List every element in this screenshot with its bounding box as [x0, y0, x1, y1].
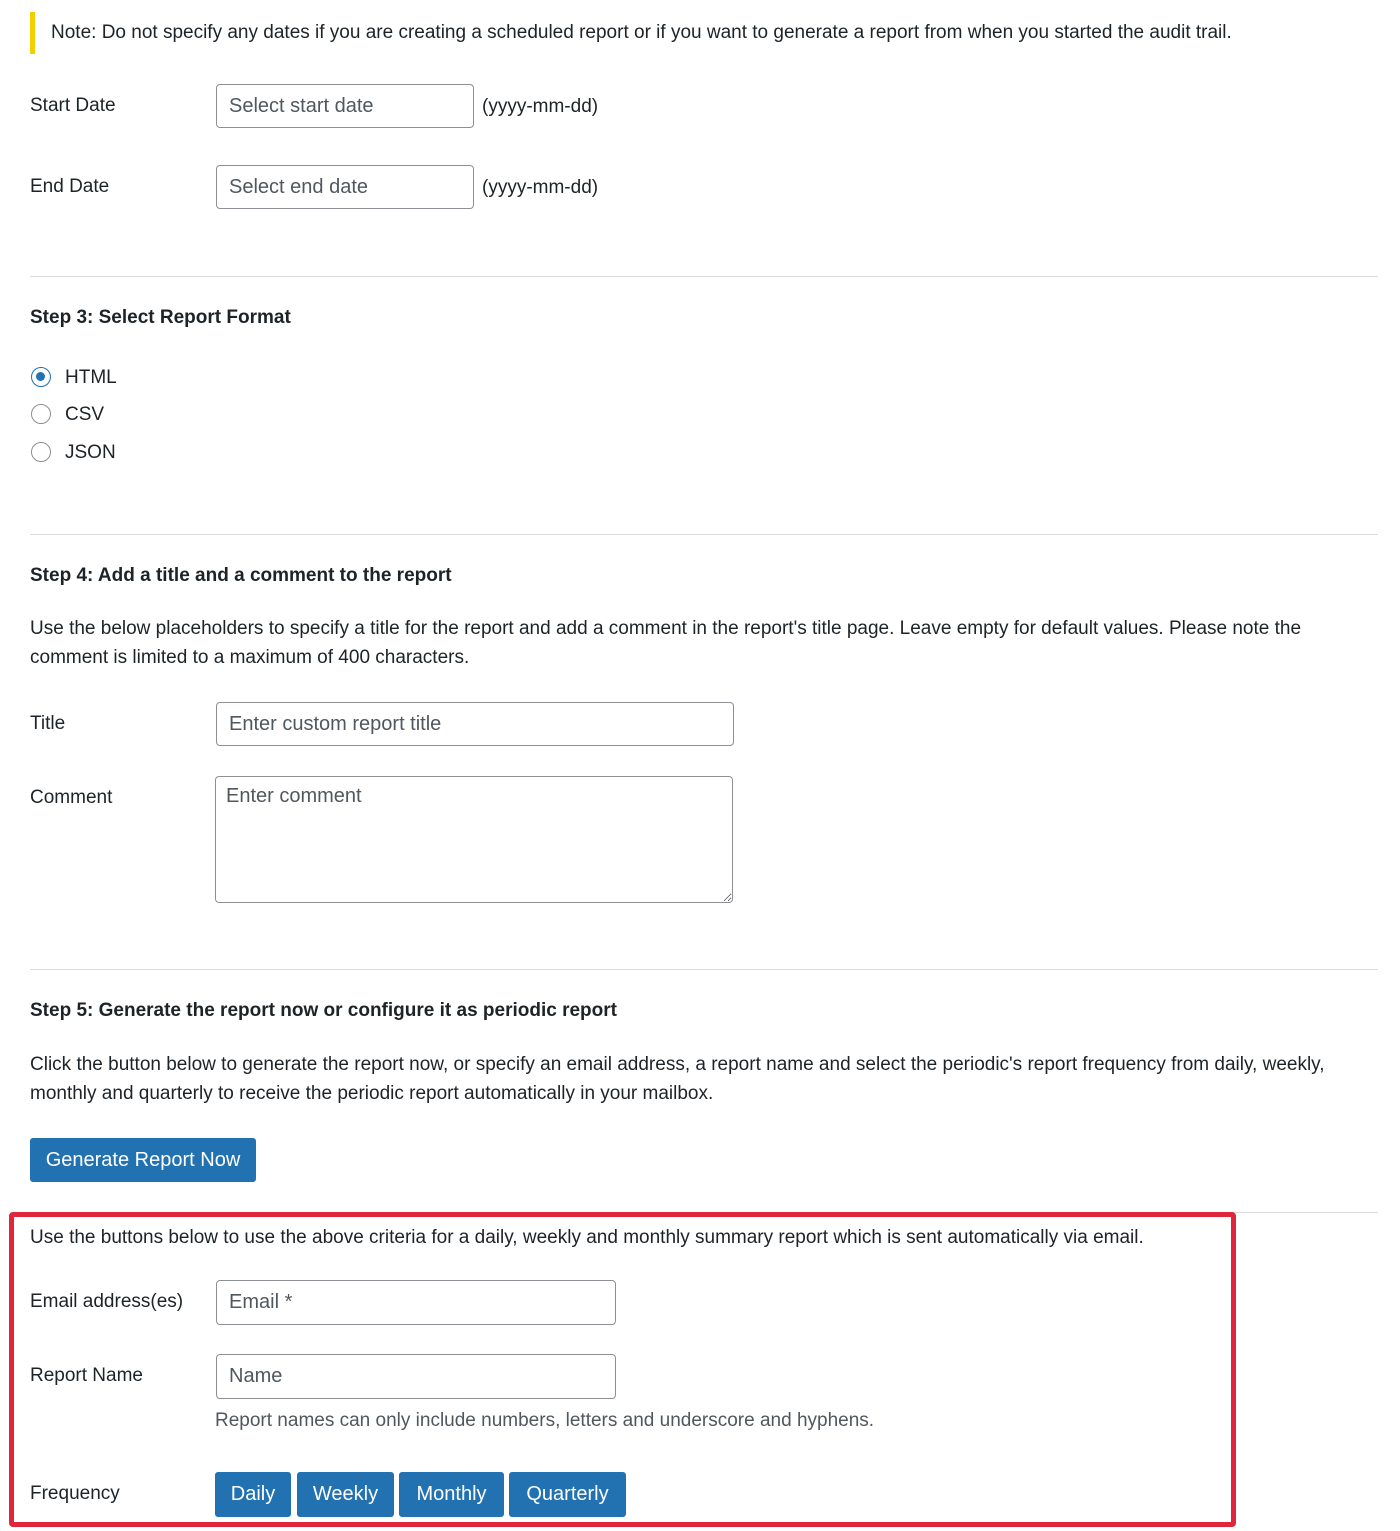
section-divider: [30, 534, 1378, 535]
email-input[interactable]: [216, 1280, 616, 1325]
radio-html[interactable]: [31, 367, 51, 387]
step4-heading: Step 4: Add a title and a comment to the report: [30, 565, 452, 586]
frequency-label: Frequency: [30, 1483, 120, 1504]
frequency-daily-button[interactable]: Daily: [215, 1472, 291, 1517]
generate-report-button[interactable]: Generate Report Now: [30, 1138, 256, 1182]
step5-description: Click the button below to generate the report now, or specify an email address, a report name and select the periodic's report frequency from daily, weekly, monthly and quarterly to receive the periodic report automatically in your mailbox.: [30, 1054, 1325, 1104]
email-label: Email address(es): [30, 1291, 184, 1312]
step3-heading: Step 3: Select Report Format: [30, 307, 291, 328]
title-label: Title: [30, 713, 66, 734]
step4-description: Use the below placeholders to specify a title for the report and add a comment in the report's title page. Leave empty for default values. Please note the comment is limited to a maximum of 400 characters.: [30, 618, 1302, 668]
frequency-weekly-button[interactable]: Weekly: [297, 1472, 394, 1517]
report-name-hint: Report names can only include numbers, letters and underscore and hyphens.: [215, 1410, 875, 1431]
section-divider: [30, 1212, 1378, 1213]
start-date-label: Start Date: [30, 95, 116, 116]
comment-textarea[interactable]: [215, 776, 733, 903]
periodic-intro: Use the buttons below to use the above criteria for a daily, weekly and monthly summary report which is sent automatically via email.: [30, 1227, 1144, 1248]
section-divider: [30, 276, 1378, 277]
end-date-format-hint: (yyyy-mm-dd): [482, 177, 599, 198]
step5-heading: Step 5: Generate the report now or configure it as periodic report: [30, 1000, 617, 1021]
report-title-input[interactable]: [216, 702, 734, 746]
radio-json[interactable]: [31, 442, 51, 462]
date-notice: Note: Do not specify any dates if you are creating a scheduled report or if you want to generate a report from when you started the audit trail.: [30, 12, 1232, 54]
start-date-format-hint: (yyyy-mm-dd): [482, 96, 599, 117]
comment-label: Comment: [30, 787, 113, 808]
frequency-monthly-button[interactable]: Monthly: [399, 1472, 504, 1517]
report-name-label: Report Name: [30, 1365, 143, 1386]
radio-csv[interactable]: [31, 404, 51, 424]
end-date-input[interactable]: [216, 165, 474, 209]
radio-json-label[interactable]: JSON: [65, 442, 116, 463]
radio-csv-label[interactable]: CSV: [65, 404, 105, 425]
start-date-input[interactable]: [216, 84, 474, 128]
section-divider: [30, 969, 1378, 970]
end-date-label: End Date: [30, 176, 110, 197]
radio-html-label[interactable]: HTML: [65, 367, 117, 388]
frequency-quarterly-button[interactable]: Quarterly: [509, 1472, 626, 1517]
report-name-input[interactable]: [216, 1354, 616, 1399]
